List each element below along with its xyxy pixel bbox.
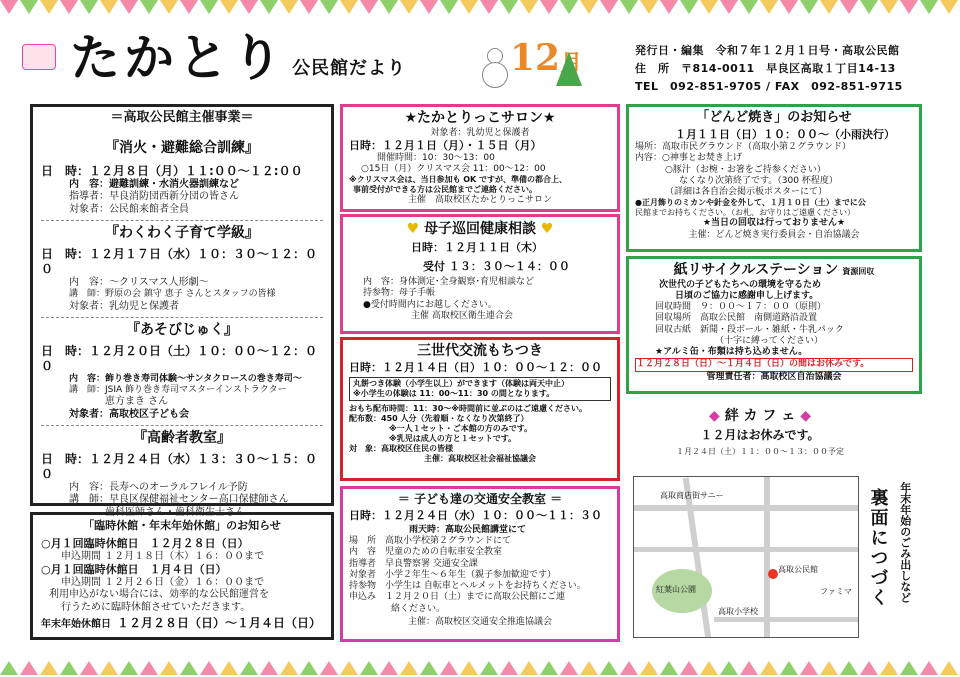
salon-title: ★たかとりっこサロン★: [404, 110, 556, 126]
map-label-familymart: ファミマ: [820, 587, 852, 596]
mochi-count: 配布数：450 人分（先着順・なくなり次第終了）: [349, 414, 529, 424]
diamond-icon: ◆: [800, 408, 811, 424]
christmas-tree-illustration: [556, 52, 582, 86]
event-content: 内 容：～クリスマス人形劇～: [69, 276, 209, 288]
cafe-next: １月２４日（土）１１：００～１３：００予定: [676, 446, 844, 456]
event-date: 日 時：１２月２０日（土）１０：００～１２：００: [41, 343, 318, 373]
event-target: 対象者：乳幼児と保護者: [69, 300, 179, 312]
recycle-types: 回収古紙 新聞・段ボール・雑紙・牛乳パック: [655, 324, 844, 335]
event-title: 『高齢者教室』: [133, 430, 231, 446]
dondo-organizer: 主催：どんど焼き実行委員会・自治協議会: [688, 229, 860, 240]
event-date: 日 時：１２月８日（月）１１:００～１２:００: [41, 163, 303, 178]
traffic-title: ＝ 子ども達の交通安全教室 ＝: [397, 492, 563, 506]
event-instructor-extra: 歯科医師さん・歯科衛生士さん: [105, 506, 245, 518]
event-date: 日 時：１２月１７日（水）１０：３０～１２：００: [41, 246, 318, 276]
traffic-place: 場 所 高取小学校第２グラウンドにて: [349, 536, 512, 546]
heart-icon: ♥: [406, 221, 420, 237]
salon-hours: 開催時間：10：30～13：00: [377, 152, 495, 163]
recycle-box: [626, 256, 922, 394]
cake-illustration: [22, 44, 56, 70]
mochi-note: ※一人１セット・ご本館の方のみです。: [389, 424, 533, 434]
health-reception: 受付 １３：３０～１４：００: [423, 260, 570, 274]
recycle-manager: 管理責任者：高取校区自治協議会: [706, 371, 842, 382]
recycle-title: 紙リサイクルステーション: [673, 262, 839, 278]
event-title: 『わくわく子育て学級』: [105, 225, 259, 242]
event-title: 『消火・避難総合訓練』: [105, 140, 259, 157]
health-items: 持参物：母子手帳: [363, 288, 436, 299]
salon-organizer: 主催 高取校区たかとりっこサロン: [407, 195, 552, 205]
heart-icon: ♥: [540, 221, 554, 237]
event-instructor-name: 恵方まき さん: [105, 396, 169, 407]
dondo-box: [626, 104, 922, 252]
recycle-tag: 資源回収: [842, 267, 875, 276]
closure-date-1: ○月１回臨時休館日 １２月２８日（日）: [41, 536, 249, 550]
newsletter-subtitle: 公民館だより: [292, 58, 406, 79]
salon-box: [340, 104, 620, 212]
map-label-school: 高取小学校: [718, 607, 758, 616]
recycle-place: 回収場所 高取公民館 南側道路沿設置: [655, 313, 818, 324]
event-target: 対象者：高取校区子ども会: [69, 408, 189, 420]
map-label-park: 紅葉山公園: [656, 585, 696, 594]
mochi-box: [340, 337, 620, 481]
traffic-items: 持参物 小学生は 自転車とヘルメットをお持ちください。: [349, 581, 586, 591]
recycle-msg-2: 日頃のご協力に感謝申し上げます。: [675, 290, 819, 301]
map-label-kominkan: 高取公民館: [778, 565, 818, 574]
top-bunting: [0, 0, 960, 16]
health-note: ●受付時間内にお越しください。: [363, 299, 497, 310]
salon-xmas: ○15日（月）クリスマス会 11：00～12：00: [361, 163, 546, 174]
dondo-place: 場所：高取市民グラウンド（高取小第２グラウンド）: [635, 142, 852, 152]
access-map: [633, 476, 859, 638]
mochi-distribution-time: おもち配布時間：11：30～※時間前に並ぶのはご遠慮ください。: [349, 404, 588, 414]
back-page-notice: 裏面につづく: [867, 488, 889, 608]
traffic-content: 内 容 児童のための自転車安全教室: [349, 547, 503, 558]
event-date: 日 時：１２月２４日（水）１３：３０～１５：００: [41, 451, 318, 481]
closure-title: 「臨時休館・年末年始休館」のお知らせ: [83, 519, 281, 532]
month-number: 12月: [510, 37, 583, 79]
salon-note-2: 事前受付ができる方は公民館までご連絡ください。: [353, 185, 537, 194]
event-instructor: 講 師：早良区保健福祉センター高口保健師さん: [69, 494, 289, 505]
map-label-shopping: 高取商店街サニー: [660, 491, 724, 500]
traffic-target: 対象者 小学２年生～６年生（親子参加歓迎です）: [349, 569, 557, 580]
mochi-title: 三世代交流もちつき: [417, 343, 543, 359]
recycle-types-note: （十字に縛ってください）: [715, 335, 824, 346]
kizuna-cafe: [660, 408, 860, 457]
bottom-bunting: [0, 661, 960, 677]
year-end-label: 年末年始休館日: [41, 619, 111, 631]
salon-date: 日時：１２月１日（月）・１５日（月）: [349, 138, 542, 152]
health-box: [340, 214, 620, 334]
health-content: 内 容：身体測定･全身観察･育児相談など: [363, 277, 535, 287]
dondo-details: （詳細は各自治会掲示板ポスターにて）: [665, 187, 828, 197]
year-end-dates: １２月２８日（日）～１月４日（日）: [117, 616, 322, 631]
event-content: 内 容：飾り巻き寿司体験～サンタクロースの巻き寿司～: [69, 373, 302, 384]
dondo-tonjiru-note: なくなり次第終了です。（300 杯程度）: [679, 175, 838, 186]
traffic-instructor: 指導者 早良警察署 交通安全課: [349, 558, 478, 569]
recycle-time: 回収時間 ９：００～１７：００（原則）: [655, 302, 827, 312]
event-instructor: 講 師：JSIA 飾り巻き寿司マスターインストラクター: [69, 384, 287, 395]
event-title: 『あそびじゅく』: [126, 322, 238, 338]
health-organizer: 主催 高取校区衛生連合会: [411, 310, 513, 321]
closure-note: 利用申込がない場合には、効率的な公民館運営を: [49, 589, 269, 601]
publication-info: 発行日・編集 令和７年１２月１日号・高取公民館 住 所 〒814-0011 早良区高取１丁目14-13 TEL 092-851-9705 / FAX 092-851-9715: [635, 44, 903, 93]
health-date: 日時：１２月１１日（木）: [411, 240, 543, 254]
closure-notice-box: [30, 512, 334, 640]
mochi-experience: 丸餅つき体験（小学生以上）ができます（体験は両天中止） ※小学生の体験は 11：00～11：30 の間となります。: [349, 377, 611, 401]
diamond-icon: ◆: [709, 408, 720, 424]
traffic-apply: 申込み １２月２０日（土）までに高取公民館にご連: [349, 592, 566, 603]
main-events-box: [30, 104, 334, 518]
main-events-heading: ＝高取公民館主催事業＝: [110, 110, 254, 125]
recycle-msg: 次世代の子どもたちへの環境を守るため: [659, 279, 822, 290]
snowman-illustration: [482, 48, 508, 92]
mochi-organizer: 主催：高取校区社会福祉協議会: [424, 454, 536, 464]
recycle-restriction: ★アルミ缶・布類は持ち込めません。: [655, 347, 808, 357]
location-marker-icon: [768, 569, 778, 579]
mochi-target: 対 象：高取校区住民の皆様: [349, 444, 453, 454]
traffic-apply-2: 絡ください。: [391, 603, 446, 614]
health-title: ♥ 母子巡回健康相談 ♥: [406, 221, 554, 237]
cafe-title: 絆 カ フ ェ: [724, 408, 796, 424]
dondo-date: １月１１日（日）１０：００～（小雨決行）: [675, 128, 895, 142]
dondo-notice-2: 民館までお持ちください。（お札、お守りはご遠慮ください）: [635, 208, 855, 218]
traffic-date: 日時：１２月２４日（水）１０：００～１１：３０: [349, 509, 602, 522]
closure-apply-2: 申込期間 １２月２６日（金）１６：００まで: [61, 576, 265, 588]
closure-apply-1: 申込期間 １２月１８日（木）１６：００まで: [61, 550, 265, 562]
event-instructor: 講 師：野原の会 鎮守 恵子 さんとスタッフの皆様: [69, 289, 276, 300]
newsletter-title: たかとり: [70, 29, 286, 87]
salon-note: ※クリスマス会は、当日参加も OK ですが、準備の都合上、: [349, 175, 568, 184]
mochi-date: 日時：１２月１４日（日）１０：００～１２：００: [349, 360, 602, 374]
salon-target: 対象者：乳幼児と保護者: [430, 127, 530, 138]
event-content: 内 容：長寿へのオーラルフレイル予防: [69, 481, 248, 493]
traffic-rain: 雨天時：高取公民館講堂にて: [409, 524, 527, 535]
dondo-notice: ●正月飾りのミカンや針金を外して、１月１０日（土）までに公: [635, 198, 866, 208]
back-page-topic: 年末年始のごみ出しなど: [898, 482, 912, 603]
dondo-tonjiru: ○豚汁（お椀・お箸をご持参ください）: [665, 164, 826, 175]
dondo-content: 内容：○神事とお焚き上げ: [635, 153, 742, 164]
closure-date-2: ○月１回臨時休館日 １月４日（日）: [41, 563, 227, 576]
traffic-box: [340, 486, 620, 642]
event-instructor: 指導者：早良消防団西新分団の皆さん: [69, 191, 239, 203]
traffic-organizer: 主催：高取校区交通安全推進協議会: [407, 616, 552, 627]
mochi-note-2: ※乳児は成人の方と１セットです。: [389, 434, 517, 444]
recycle-closed: １２月２８日（日）～１月４日（日）の間はお休みです。: [635, 358, 913, 371]
event-target: 対象者：公民館来館者全員: [69, 203, 189, 215]
cafe-closed: １２月はお休みです。: [700, 427, 820, 442]
dondo-no-collection: ★当日の回収は行っておりません★: [702, 218, 846, 229]
closure-note-2: 行うために臨時休館させていただきます。: [61, 601, 251, 613]
dondo-title: 「どんど焼き」のお知らせ: [696, 110, 852, 125]
event-content: 内 容：避難訓練・水消火器訓練など: [69, 178, 239, 190]
